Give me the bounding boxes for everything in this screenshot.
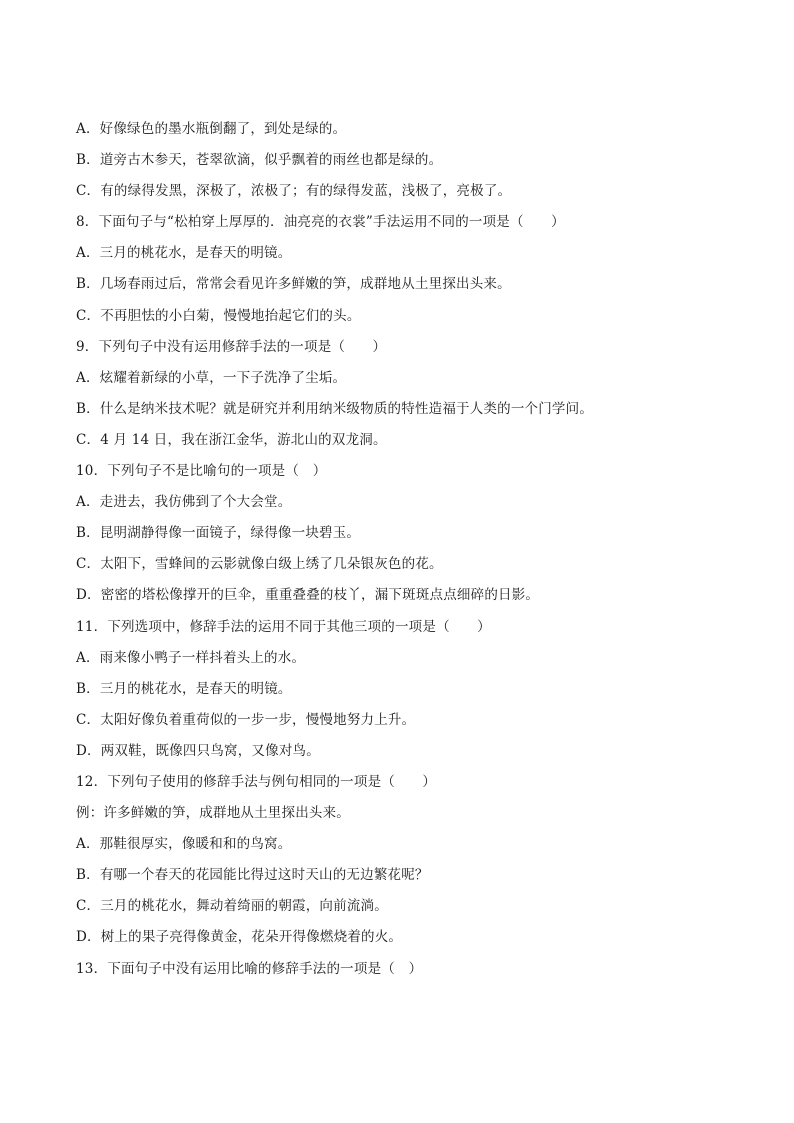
- option-line: D．两双鞋，既像四只鸟窝，又像对鸟。: [76, 742, 320, 759]
- option-line: C．三月的桃花水，舞动着绮丽的朝霞，向前流淌。: [76, 898, 388, 915]
- question-13-stem: 13．下面句子中没有运用比喻的修辞手法的一项是（ ）: [76, 960, 423, 977]
- option-line: C．4 月 14 日，我在浙江金华，游北山的双龙洞。: [76, 431, 387, 448]
- question-12-stem: 12．下列句子使用的修辞手法与例句相同的一项是（ ）: [76, 773, 437, 790]
- option-line: C．有的绿得发黑，深极了，浓极了；有的绿得发蓝，浅极了，亮极了。: [76, 183, 512, 200]
- option-line: C．太阳好像负着重荷似的一步一步，慢慢地努力上升。: [76, 711, 416, 728]
- option-line: A．那鞋很厚实，像暖和和的鸟窝。: [76, 836, 292, 853]
- option-line: B．几场春雨过后，常常会看见许多鲜嫩的笋，成群地从土里探出头来。: [76, 276, 511, 293]
- option-line: A．走进去，我仿佛到了个大会堂。: [76, 494, 292, 511]
- option-line: D．树上的果子亮得像黄金，花朵开得像燃烧着的火。: [76, 929, 403, 946]
- question-8-stem: 8．下面句子与“松柏穿上厚厚的．油亮亮的衣裳”手法运用不同的一项是（ ）: [76, 214, 565, 231]
- option-line: C．太阳下，雪蜂间的云影就像白级上绣了几朵银灰色的花。: [76, 556, 443, 573]
- example-sentence: 例：许多鲜嫩的笋，成群地从土里探出头来。: [76, 805, 350, 822]
- option-line: B．什么是纳米技术呢？就是研究并利用纳米级物质的特性造福于人类的一个门学问。: [76, 400, 594, 417]
- option-line: A．雨来像小鸭子一样抖着头上的水。: [76, 649, 306, 666]
- option-line: B．昆明湖静得像一面镜子，绿得像一块碧玉。: [76, 525, 361, 542]
- option-line: B．有哪一个春天的花园能比得过这时天山的无边繁花呢？: [76, 867, 429, 884]
- option-line: C．不再胆怯的小白菊，慢慢地抬起它们的头。: [76, 307, 361, 324]
- question-11-stem: 11．下列选项中，修辞手法的运用不同于其他三项的一项是（ ）: [76, 618, 491, 635]
- question-9-stem: 9．下列句子中没有运用修辞手法的一项是（ ）: [76, 338, 387, 355]
- option-line: A．好像绿色的墨水瓶倒翻了，到处是绿的。: [76, 121, 347, 137]
- option-line: A．三月的桃花水，是春天的明镜。: [76, 245, 292, 262]
- question-10-stem: 10．下列句子不是比喻句的一项是（ ）: [76, 463, 327, 480]
- option-line: B．道旁古木参天，苍翠欲滴，似乎飘着的雨丝也都是绿的。: [76, 152, 443, 169]
- option-line: D．密密的塔松像撑开的巨伞，重重叠叠的枝丫，漏下斑斑点点细碎的日影。: [76, 587, 540, 604]
- option-line: A．炫耀着新绿的小草，一下子洗净了尘垢。: [76, 369, 347, 386]
- option-line: B．三月的桃花水，是春天的明镜。: [76, 680, 292, 697]
- question-list: [76, 117, 756, 988]
